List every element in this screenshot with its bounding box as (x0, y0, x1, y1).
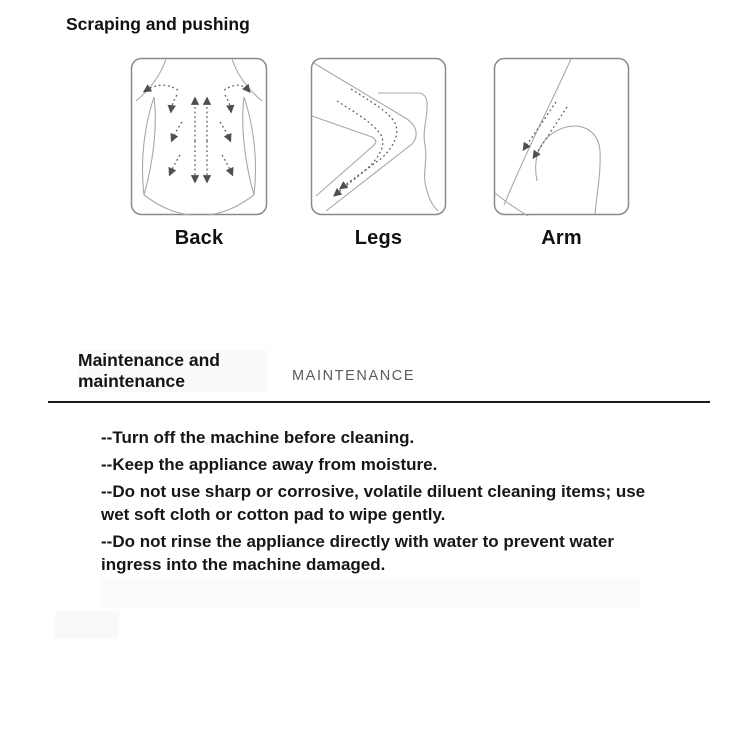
figure-back (130, 57, 268, 250)
page-title: Scraping and pushing (66, 14, 250, 34)
instruction-item: --Do not use sharp or corrosive, volatile diluent cleaning items; use wet soft cloth or cotton pad to wipe gently. (101, 482, 646, 524)
instruction-item: --Keep the appliance away from moisture. (101, 455, 438, 474)
maintenance-caps-label: MAINTENANCE (292, 368, 416, 384)
figure-caption-back: Back (174, 227, 224, 249)
legs-massage-diagram-icon (310, 57, 447, 216)
figure-arm (493, 57, 630, 250)
section-divider (48, 401, 710, 403)
figure-legs (310, 57, 447, 250)
faded-artifact-block (100, 578, 640, 608)
instruction-item: --Turn off the machine before cleaning. (101, 428, 415, 447)
back-massage-diagram-icon (130, 57, 268, 216)
faded-artifact-block (55, 611, 119, 639)
maintenance-heading: Maintenance and maintenance (78, 350, 268, 392)
figure-caption-legs: Legs (354, 227, 403, 249)
instruction-item: --Do not rinse the appliance directly with water to prevent water ingress into the machine damaged. (101, 532, 614, 574)
maintenance-instructions (101, 426, 649, 580)
figure-caption-arm: Arm (541, 227, 582, 249)
arm-massage-diagram-icon (493, 57, 630, 216)
